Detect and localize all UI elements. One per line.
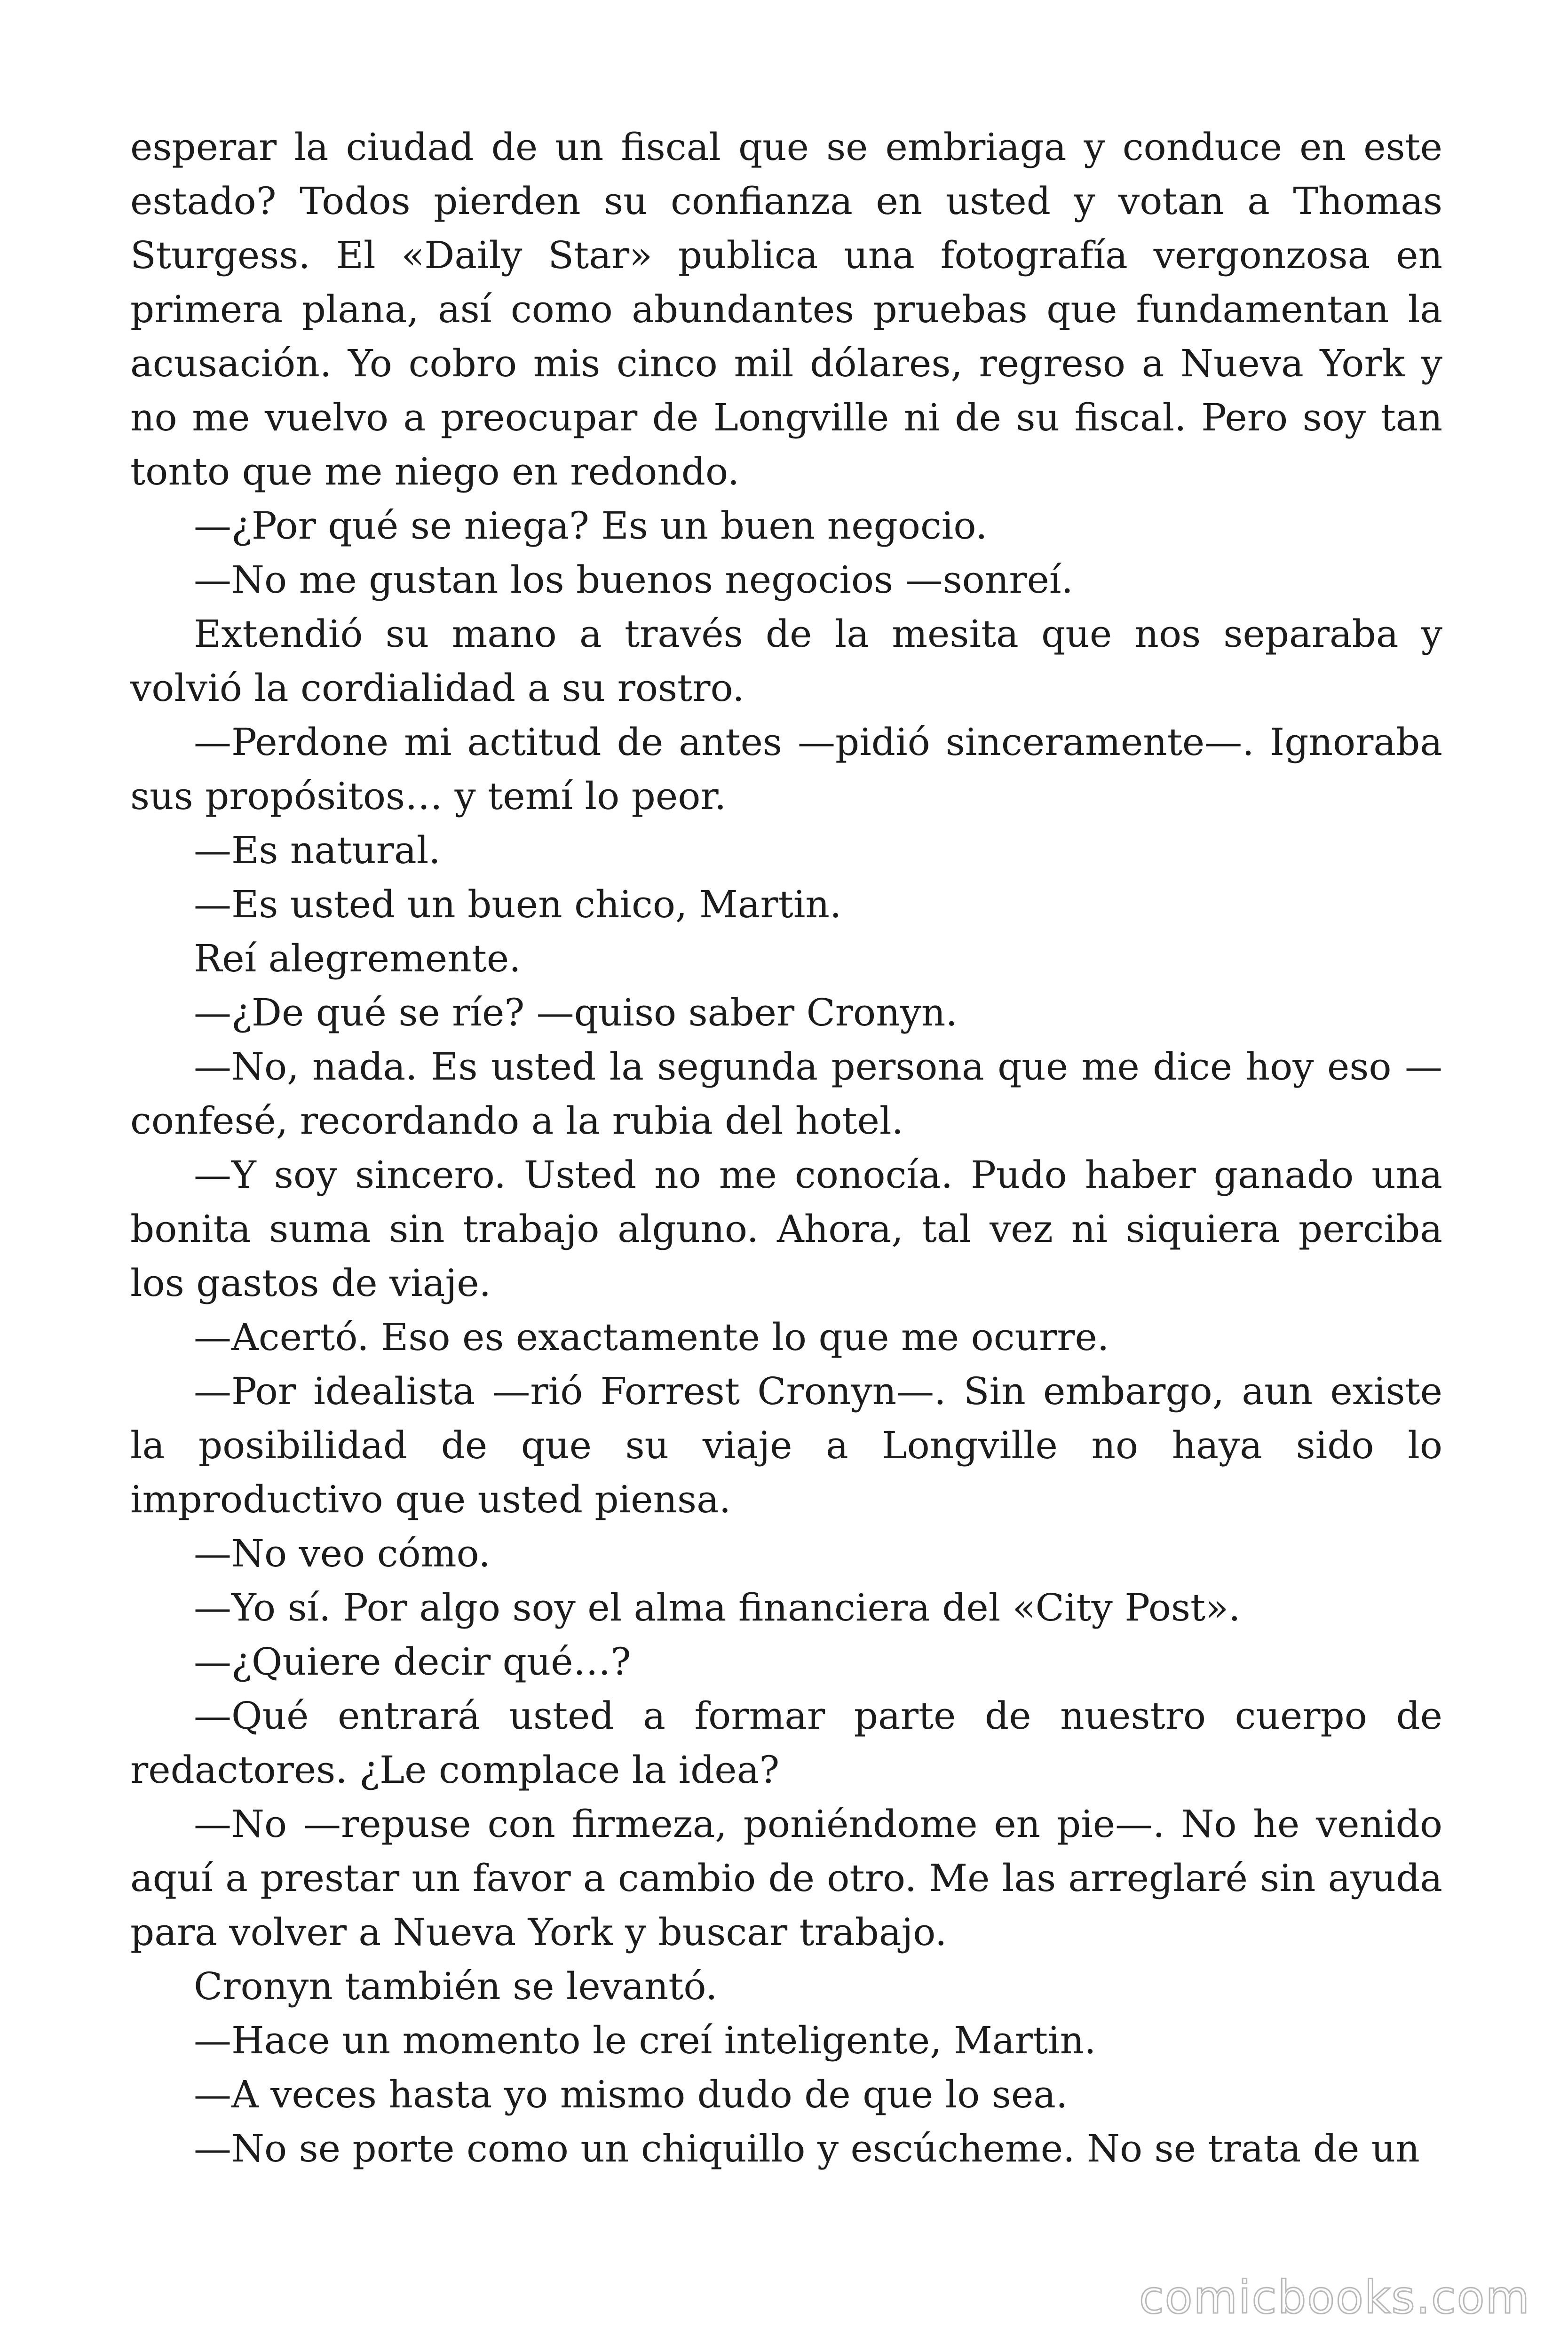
paragraph-1: esperar la ciudad de un fiscal que se embriaga y conduce en este estado? Todos pierden su confianza en usted y votan a Thomas Sturgess. El «Daily Star» publica una fotografía vergonzosa en primera plana, así como abundantes pruebas que fundamentan la acusación. Yo cobro mis cinco mil dólares, regreso a Nueva York y no me vuelvo a preocupar de Longville ni de su fiscal. Pero soy tan tonto que me niego en redondo. xyxy=(130,125,1442,493)
paragraph-2: —¿Por qué se niega? Es un buen negocio. xyxy=(194,504,988,548)
paragraph-21: —A veces hasta yo mismo dudo de que lo sea. xyxy=(194,2073,1068,2116)
paragraph-18: —No —repuse con firmeza, poniéndome en pie—. No he venido aquí a prestar un favor a cambio de otro. Me las arreglaré sin ayuda para volver a Nueva York y buscar trabajo. xyxy=(130,1802,1442,1954)
paragraph-9: —¿De qué se ríe? —quiso saber Cronyn. xyxy=(194,991,958,1034)
paragraph-12: —Acertó. Eso es exactamente lo que me ocurre. xyxy=(194,1315,1109,1359)
paragraph-19: Cronyn también se levantó. xyxy=(194,1964,718,2008)
paragraph-11: —Y soy sincero. Usted no me conocía. Pudo haber ganado una bonita suma sin trabajo alguno. Ahora, tal vez ni siquiera perciba los gastos de viaje. xyxy=(130,1153,1442,1305)
paragraph-22: —No se porte como un chiquillo y escúcheme. No se trata de un xyxy=(194,2127,1420,2170)
paragraph-4: Extendió su mano a través de la mesita que nos separaba y volvió la cordialidad a su rostro. xyxy=(130,612,1442,710)
paragraph-16: —¿Quiere decir qué…? xyxy=(194,1640,631,1684)
page-text xyxy=(130,120,1442,2176)
watermark: comicbooks.com xyxy=(1139,2271,1530,2324)
paragraph-7: —Es usted un buen chico, Martin. xyxy=(194,882,842,926)
paragraph-20: —Hace un momento le creí inteligente, Martin. xyxy=(194,2018,1096,2062)
paragraph-3: —No me gustan los buenos negocios —sonreí. xyxy=(194,558,1073,602)
paragraph-17: —Qué entrará usted a formar parte de nuestro cuerpo de redactores. ¿Le complace la idea? xyxy=(130,1694,1442,1792)
paragraph-14: —No veo cómo. xyxy=(194,1532,491,1575)
paragraph-10: —No, nada. Es usted la segunda persona que me dice hoy eso — confesé, recordando a la rubia del hotel. xyxy=(130,1045,1442,1143)
paragraph-8: Reí alegremente. xyxy=(194,937,521,980)
paragraph-5: —Perdone mi actitud de antes —pidió sinceramente—. Ignoraba sus propósitos… y temí lo peor. xyxy=(130,720,1442,818)
paragraph-15: —Yo sí. Por algo soy el alma financiera del «City Post». xyxy=(194,1586,1241,1629)
paragraph-13: —Por idealista —rió Forrest Cronyn—. Sin embargo, aun existe la posibilidad de que su viaje a Longville no haya sido lo improductivo que usted piensa. xyxy=(130,1369,1442,1521)
paragraph-6: —Es natural. xyxy=(194,828,441,872)
